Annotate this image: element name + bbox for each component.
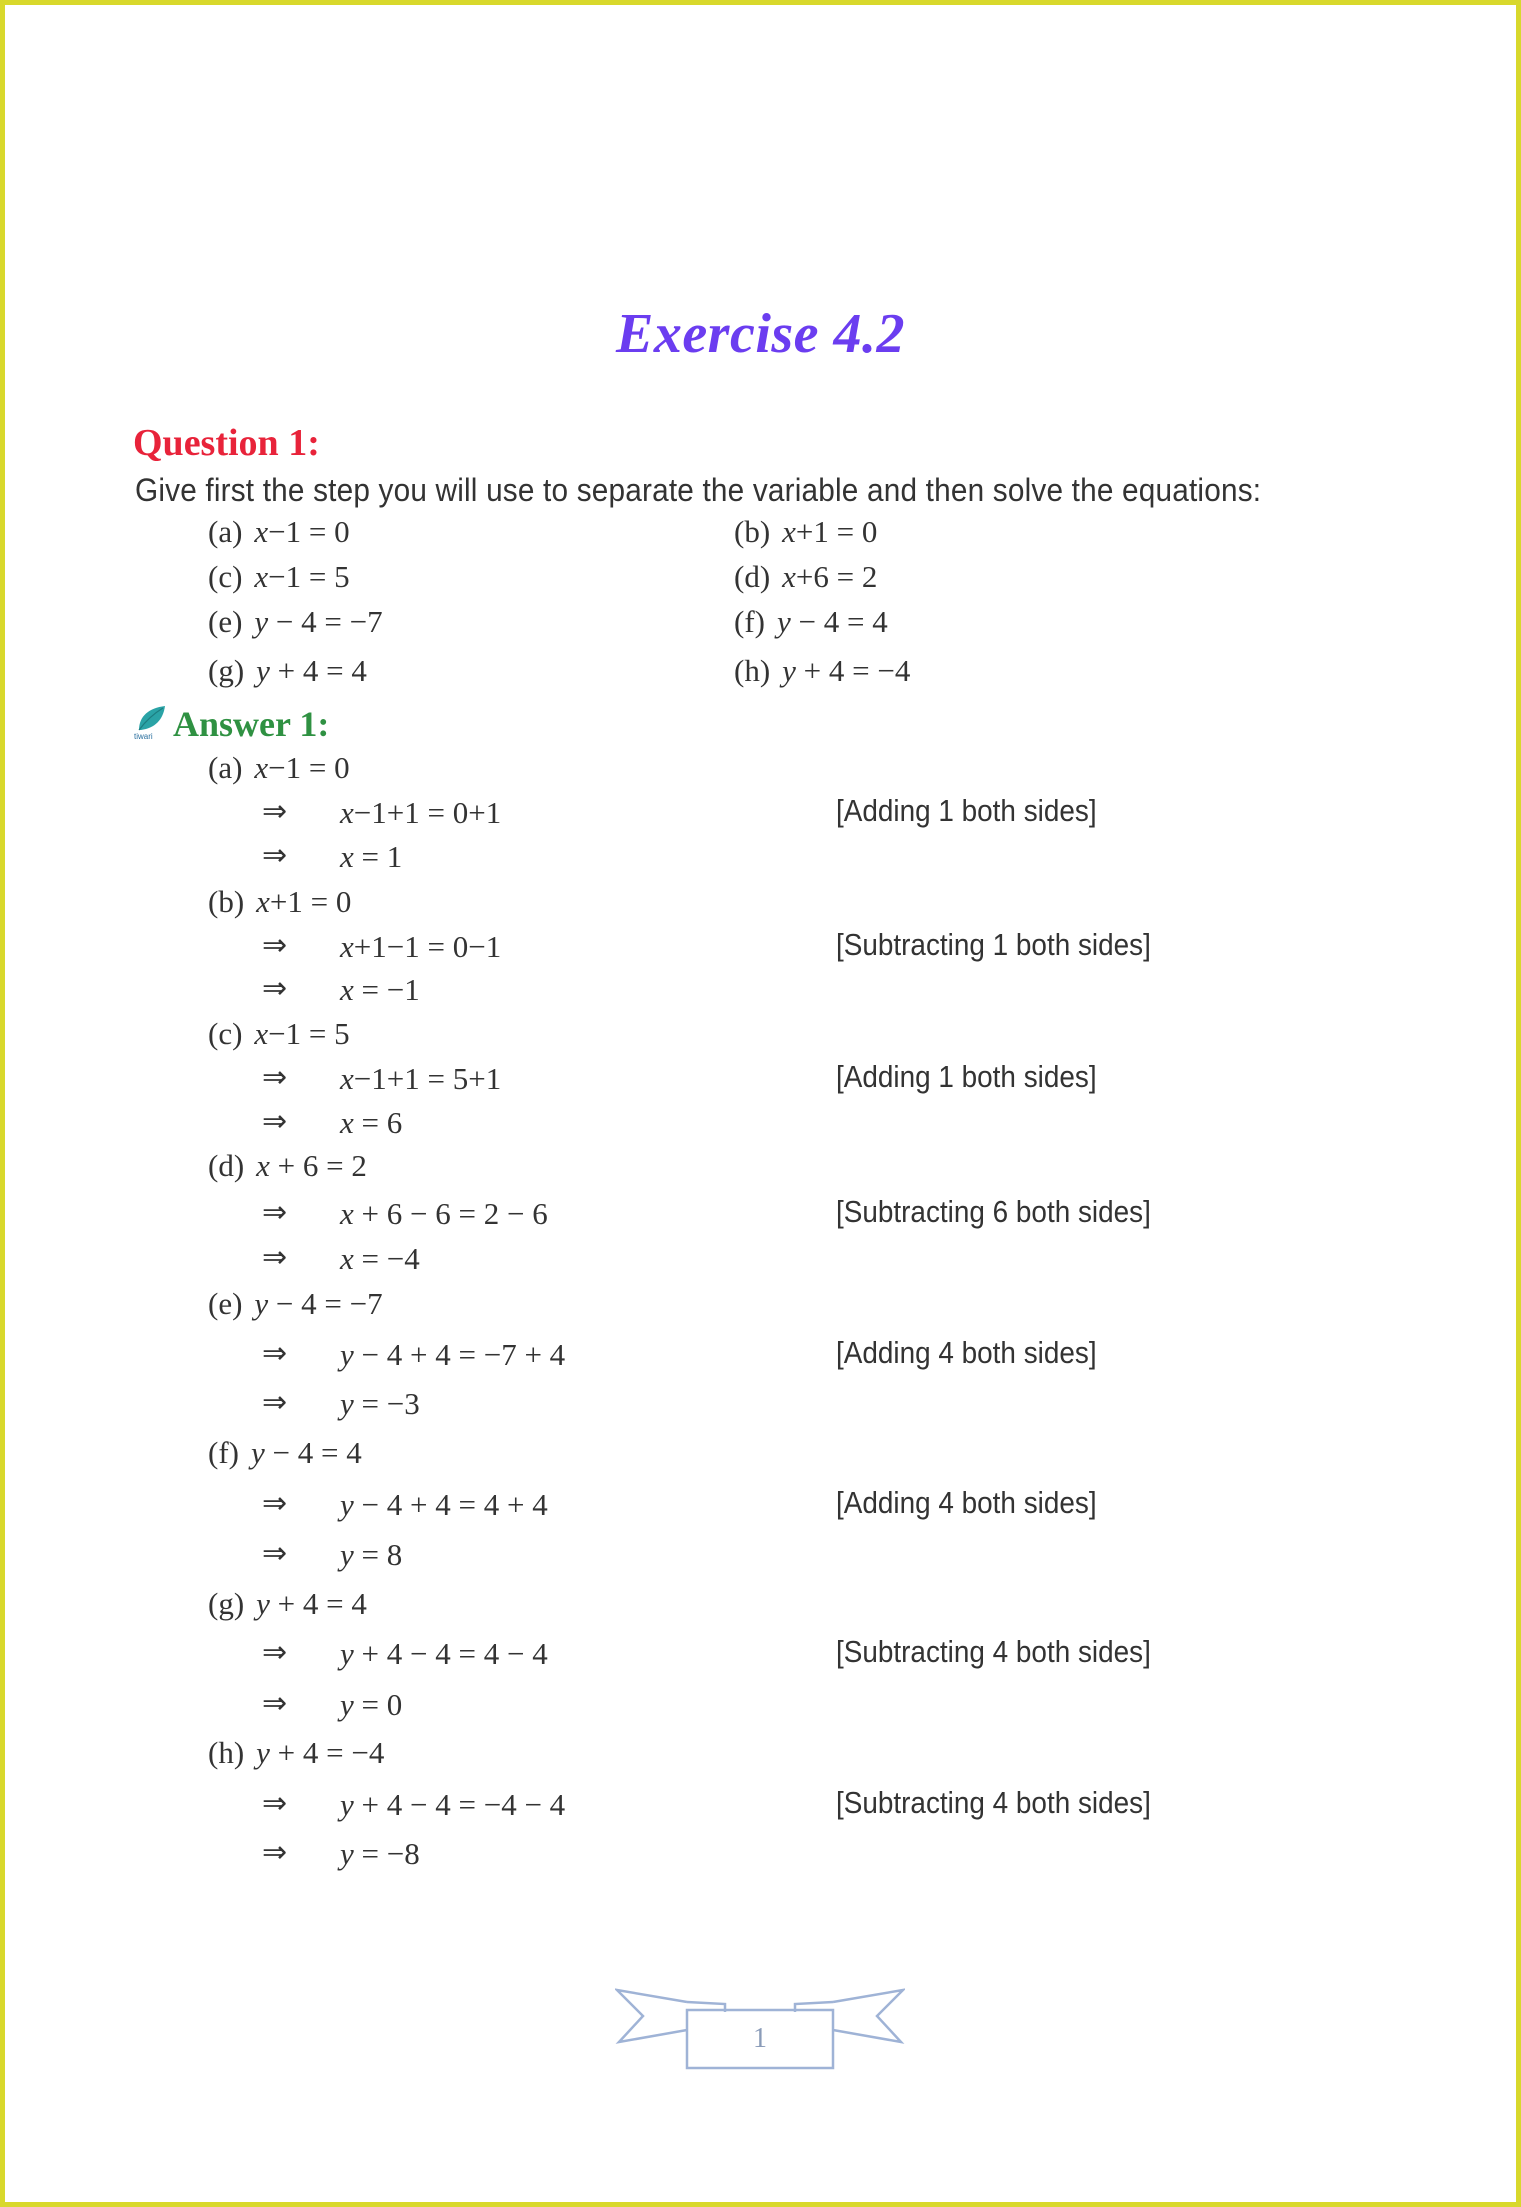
answer-step	[340, 1789, 565, 1820]
option-variable: x	[782, 559, 796, 594]
result-variable: x	[340, 839, 354, 874]
part-variable: x	[254, 750, 269, 785]
step-expression: +1−1 = 0−1	[353, 929, 502, 964]
implies-arrow-icon: ⇒	[262, 839, 288, 872]
step-note: [Adding 4 both sides]	[836, 1485, 1097, 1520]
implies-arrow-icon: ⇒	[262, 1196, 288, 1229]
result-variable: y	[340, 1386, 354, 1421]
implies-arrow-icon: ⇒	[262, 1537, 288, 1570]
step-expression: − 4 + 4 = −7 + 4	[353, 1337, 566, 1372]
step-expression: −1+1 = 5+1	[353, 1061, 502, 1096]
implies-arrow-icon: ⇒	[262, 1787, 288, 1820]
option-equation: −1 = 5	[268, 559, 350, 594]
step-note: [Subtracting 4 both sides]	[836, 1785, 1151, 1820]
answer-result	[340, 1388, 420, 1419]
question-option	[208, 561, 350, 592]
option-variable: x	[254, 559, 269, 594]
result-value: = −3	[353, 1386, 420, 1421]
part-variable: y	[250, 1435, 265, 1470]
step-variable: x	[340, 795, 354, 830]
result-variable: x	[340, 1241, 354, 1276]
part-label: (c)	[208, 1016, 243, 1051]
option-label: (g)	[208, 653, 245, 688]
part-variable: y	[256, 1586, 270, 1621]
part-label: (d)	[208, 1148, 245, 1183]
answer-step	[340, 797, 501, 828]
question-heading: Question 1:	[133, 422, 320, 464]
step-note: [Subtracting 6 both sides]	[836, 1194, 1151, 1229]
part-equation: + 6 = 2	[269, 1148, 367, 1183]
step-note: [Adding 1 both sides]	[836, 1059, 1097, 1094]
question-option	[734, 655, 910, 686]
part-label: (h)	[208, 1735, 245, 1770]
answer-equation	[208, 752, 350, 783]
part-equation: −1 = 0	[268, 750, 350, 785]
option-variable: y	[776, 604, 791, 639]
question-option	[208, 606, 383, 637]
result-value: = 8	[353, 1537, 403, 1572]
answer-result	[340, 841, 402, 872]
result-value: = −8	[353, 1836, 420, 1871]
part-equation: + 4 = 4	[269, 1586, 367, 1621]
step-expression: − 4 + 4 = 4 + 4	[353, 1487, 548, 1522]
part-equation: − 4 = 4	[264, 1435, 362, 1470]
part-variable: x	[256, 884, 270, 919]
option-label: (b)	[734, 514, 771, 549]
step-note: [Subtracting 4 both sides]	[836, 1634, 1151, 1669]
implies-arrow-icon: ⇒	[262, 1487, 288, 1520]
implies-arrow-icon: ⇒	[262, 1636, 288, 1669]
part-equation: −1 = 5	[268, 1016, 350, 1051]
option-variable: y	[256, 653, 270, 688]
result-value: = 0	[353, 1687, 403, 1722]
question-option	[208, 516, 350, 547]
step-variable: x	[340, 1061, 354, 1096]
part-equation: +1 = 0	[269, 884, 352, 919]
implies-arrow-icon: ⇒	[262, 1105, 288, 1138]
answer-heading: Answer 1:	[173, 704, 330, 744]
part-label: (a)	[208, 750, 243, 785]
implies-arrow-icon: ⇒	[262, 1241, 288, 1274]
part-equation: − 4 = −7	[268, 1286, 383, 1321]
step-variable: y	[340, 1487, 354, 1522]
answer-equation	[208, 1018, 350, 1049]
answer-step	[340, 1489, 548, 1520]
step-variable: y	[340, 1337, 354, 1372]
answer-equation	[208, 886, 351, 917]
part-variable: y	[256, 1735, 270, 1770]
option-label: (e)	[208, 604, 243, 639]
option-equation: +1 = 0	[795, 514, 878, 549]
page-title: Exercise 4.2	[615, 303, 906, 365]
answer-step	[340, 1638, 548, 1669]
step-expression: + 4 − 4 = −4 − 4	[353, 1787, 566, 1822]
result-value: = 6	[353, 1105, 403, 1140]
option-equation: + 4 = −4	[795, 653, 911, 688]
implies-arrow-icon: ⇒	[262, 1386, 288, 1419]
result-variable: y	[340, 1836, 354, 1871]
implies-arrow-icon: ⇒	[262, 1836, 288, 1869]
page-number: 1	[753, 2023, 767, 2054]
result-variable: y	[340, 1687, 354, 1722]
svg-text:tiwari: tiwari	[134, 732, 153, 740]
result-variable: y	[340, 1537, 354, 1572]
answer-result	[340, 1107, 402, 1138]
answer-equation	[208, 1288, 383, 1319]
result-variable: x	[340, 1105, 354, 1140]
result-value: = 1	[353, 839, 403, 874]
answer-result	[340, 1689, 402, 1720]
step-expression: + 6 − 6 = 2 − 6	[353, 1196, 548, 1231]
option-label: (h)	[734, 653, 771, 688]
part-label: (g)	[208, 1586, 245, 1621]
answer-equation	[208, 1588, 367, 1619]
tiwari-logo-icon	[133, 704, 169, 740]
answer-equation	[208, 1437, 362, 1468]
part-variable: x	[256, 1148, 270, 1183]
answer-step	[340, 1063, 501, 1094]
step-variable: x	[340, 1196, 354, 1231]
answer-equation	[208, 1150, 367, 1181]
step-variable: y	[340, 1787, 354, 1822]
step-variable: x	[340, 929, 354, 964]
answer-step	[340, 1339, 565, 1370]
part-variable: x	[254, 1016, 269, 1051]
answer-result	[340, 1838, 420, 1869]
option-variable: x	[782, 514, 796, 549]
implies-arrow-icon: ⇒	[262, 1337, 288, 1370]
question-option	[734, 606, 888, 637]
question-option	[208, 655, 367, 686]
option-equation: + 4 = 4	[269, 653, 367, 688]
result-value: = −1	[353, 972, 420, 1007]
implies-arrow-icon: ⇒	[262, 1061, 288, 1094]
question-option	[734, 516, 877, 547]
option-equation: − 4 = 4	[790, 604, 888, 639]
step-note: [Subtracting 1 both sides]	[836, 927, 1151, 962]
answer-result	[340, 1539, 402, 1570]
answer-step	[340, 1198, 548, 1229]
option-equation: −1 = 0	[268, 514, 350, 549]
result-value: = −4	[353, 1241, 420, 1276]
part-equation: + 4 = −4	[269, 1735, 385, 1770]
part-variable: y	[254, 1286, 269, 1321]
option-label: (d)	[734, 559, 771, 594]
option-label: (f)	[734, 604, 765, 639]
part-label: (e)	[208, 1286, 243, 1321]
step-variable: y	[340, 1636, 354, 1671]
step-note: [Adding 1 both sides]	[836, 793, 1097, 828]
question-text: Give first the step you will use to separate the variable and then solve the equations:	[135, 472, 1262, 508]
option-variable: x	[254, 514, 269, 549]
part-label: (b)	[208, 884, 245, 919]
step-note: [Adding 4 both sides]	[836, 1335, 1097, 1370]
answer-step	[340, 931, 501, 962]
answer-result	[340, 1243, 420, 1274]
option-variable: y	[254, 604, 269, 639]
option-label: (a)	[208, 514, 243, 549]
answer-equation	[208, 1737, 384, 1768]
result-variable: x	[340, 972, 354, 1007]
implies-arrow-icon: ⇒	[262, 795, 288, 828]
part-label: (f)	[208, 1435, 239, 1470]
question-option	[734, 561, 877, 592]
option-label: (c)	[208, 559, 243, 594]
step-expression: −1+1 = 0+1	[353, 795, 502, 830]
option-equation: +6 = 2	[795, 559, 878, 594]
option-equation: − 4 = −7	[268, 604, 383, 639]
implies-arrow-icon: ⇒	[262, 972, 288, 1005]
implies-arrow-icon: ⇒	[262, 1687, 288, 1720]
answer-result	[340, 974, 420, 1005]
option-variable: y	[782, 653, 796, 688]
step-expression: + 4 − 4 = 4 − 4	[353, 1636, 548, 1671]
implies-arrow-icon: ⇒	[262, 929, 288, 962]
